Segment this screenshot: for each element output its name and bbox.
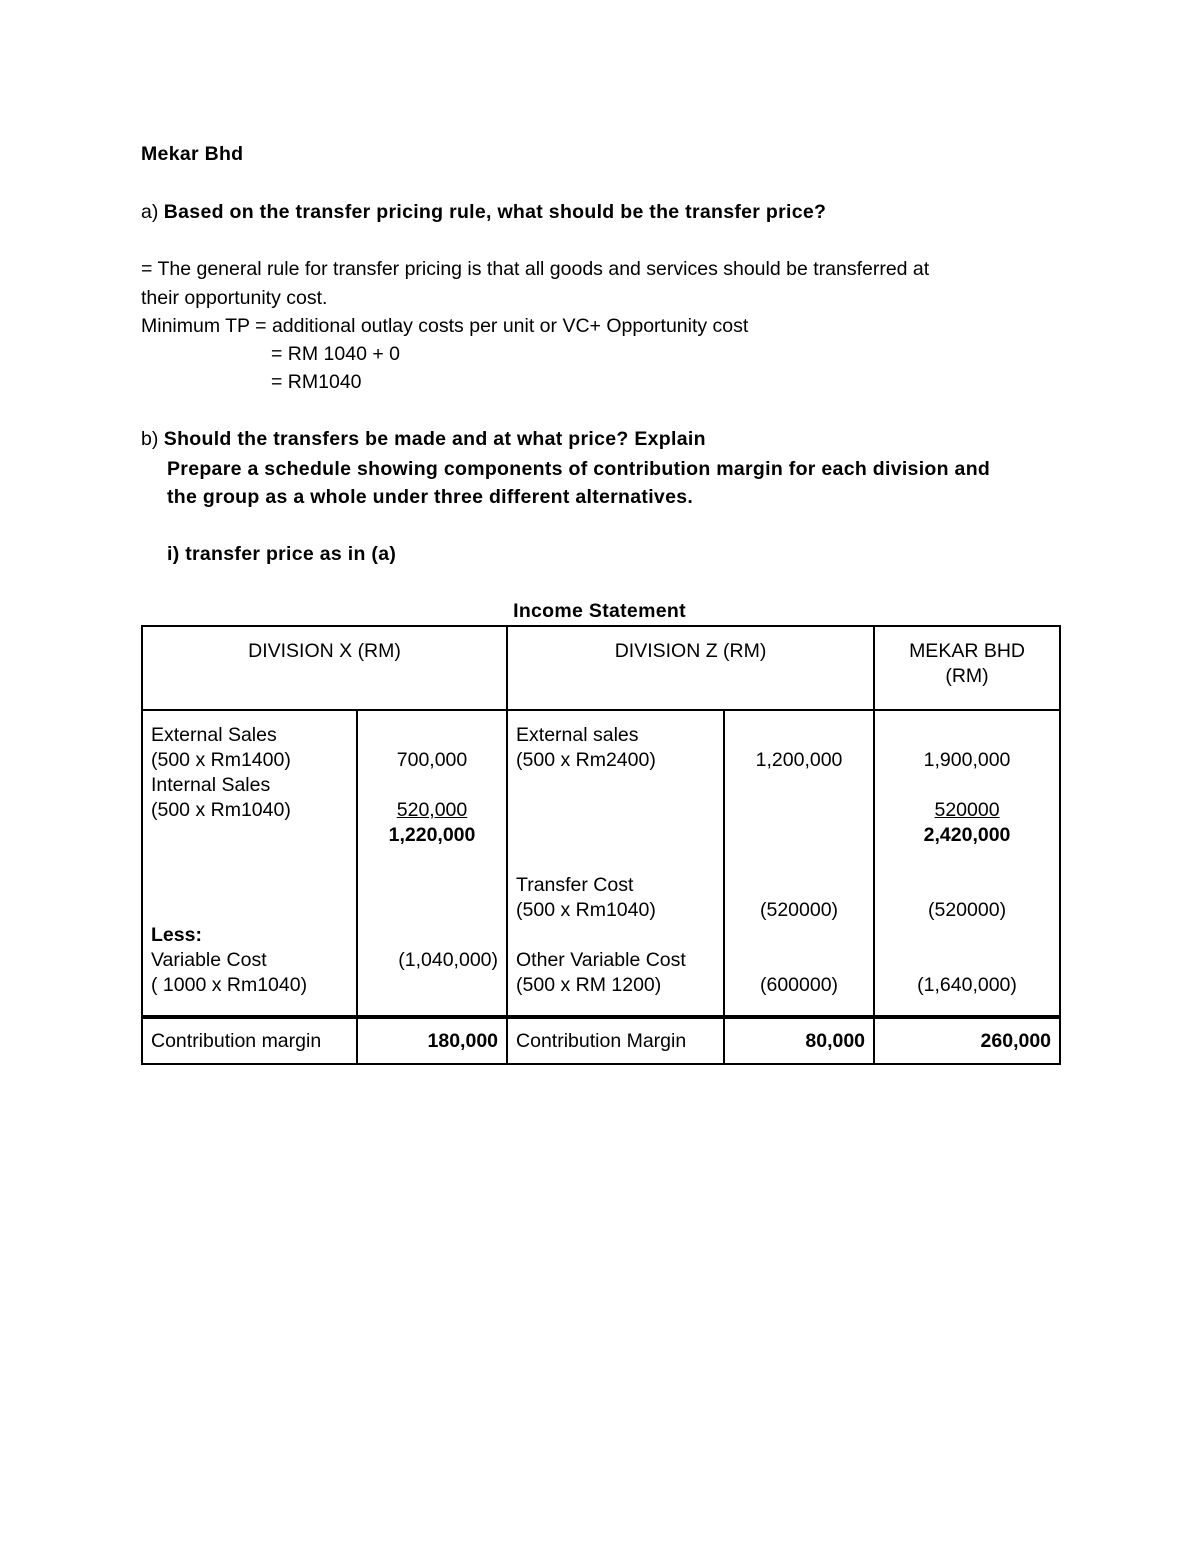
- header-division-z: [507, 626, 874, 710]
- question-b: [141, 425, 706, 453]
- header-division-x-label: DIVISION X (RM): [248, 640, 401, 662]
- div-x-internal-sales-value: 520,000: [396, 799, 468, 821]
- doc-title: Mekar Bhd: [141, 143, 244, 165]
- division-z-values: [724, 710, 874, 1017]
- answer-a-line5: = RM1040: [271, 371, 362, 393]
- answer-a-line3: Minimum TP = additional outlay costs per unit or VC+ Opportunity cost: [141, 315, 749, 337]
- div-z-other-variable-cost-calc: (500 x RM 1200): [516, 974, 662, 996]
- div-x-variable-cost-label: Variable Cost: [151, 949, 267, 971]
- mekar-transfer-cost-value: (520000): [928, 899, 1007, 921]
- question-a-prefix: a): [141, 201, 164, 223]
- division-x-labels: [142, 710, 357, 1017]
- div-z-transfer-cost-value: (520000): [759, 899, 839, 921]
- div-x-contribution-margin-value: 180,000: [357, 1017, 507, 1064]
- div-z-other-variable-cost-value: (600000): [759, 974, 839, 996]
- header-division-x: [142, 626, 507, 710]
- question-b-line2: Prepare a schedule showing components of contribution margin for each division and: [167, 458, 991, 480]
- question-a-text: Based on the transfer pricing rule, what should be the transfer price?: [163, 201, 827, 223]
- div-z-other-variable-cost-label: Other Variable Cost: [516, 949, 686, 971]
- mekar-internal-sales-value: 520000: [934, 799, 1000, 821]
- div-x-total-sales-value: 1,220,000: [388, 824, 476, 846]
- question-b-text: Should the transfers be made and at what price? Explain: [163, 428, 706, 450]
- div-z-transfer-cost-calc: (500 x Rm1040): [516, 899, 656, 921]
- mekar-values: [874, 710, 1060, 1017]
- div-x-contribution-margin-label: Contribution margin: [142, 1017, 357, 1064]
- sub-question-i: i) transfer price as in (a): [167, 543, 397, 565]
- div-x-external-sales-label: External Sales: [151, 724, 277, 746]
- division-x-values: [357, 710, 507, 1017]
- income-statement-table: [141, 625, 1061, 1065]
- div-x-external-sales-calc: (500 x Rm1400): [151, 749, 291, 771]
- div-z-external-sales-calc: (500 x Rm2400): [516, 749, 656, 771]
- div-x-variable-cost-value: (1,040,000): [398, 949, 499, 971]
- div-z-transfer-cost-label: Transfer Cost: [516, 874, 634, 896]
- mekar-total-sales-value: 2,420,000: [923, 824, 1011, 846]
- division-z-labels: [507, 710, 724, 1017]
- income-statement-title: Income Statement: [513, 600, 686, 622]
- div-x-external-sales-value: 700,000: [396, 749, 468, 771]
- mekar-contribution-margin-value: 260,000: [874, 1017, 1060, 1064]
- question-b-prefix: b): [141, 428, 164, 450]
- header-mekar-line2: (RM): [945, 665, 989, 687]
- div-z-external-sales-value: 1,200,000: [755, 749, 843, 771]
- header-division-z-label: DIVISION Z (RM): [614, 640, 767, 662]
- div-x-internal-sales-calc: (500 x Rm1040): [151, 799, 291, 821]
- div-z-external-sales-label: External sales: [516, 724, 639, 746]
- mekar-external-sales-value: 1,900,000: [923, 749, 1011, 771]
- contribution-margin-row: [142, 1017, 1060, 1064]
- question-a: [141, 198, 826, 226]
- answer-a-line1: = The general rule for transfer pricing is that all goods and services should be transferred at: [141, 258, 930, 280]
- table-header-row: [142, 626, 1060, 710]
- table-body-row: [142, 710, 1060, 1017]
- div-x-variable-cost-calc: ( 1000 x Rm1040): [151, 974, 308, 996]
- div-x-internal-sales-label: Internal Sales: [151, 774, 271, 796]
- mekar-variable-cost-value: (1,640,000): [917, 974, 1017, 996]
- answer-a-line4: = RM 1040 + 0: [271, 343, 400, 365]
- header-mekar: [874, 626, 1060, 710]
- div-z-contribution-margin-value: 80,000: [724, 1017, 874, 1064]
- header-mekar-line1: MEKAR BHD: [909, 640, 1025, 662]
- question-b-line3: the group as a whole under three different alternatives.: [167, 486, 694, 508]
- div-z-contribution-margin-label: Contribution Margin: [507, 1017, 724, 1064]
- div-x-less-label: Less:: [151, 924, 202, 946]
- answer-a-line2: their opportunity cost.: [141, 287, 328, 309]
